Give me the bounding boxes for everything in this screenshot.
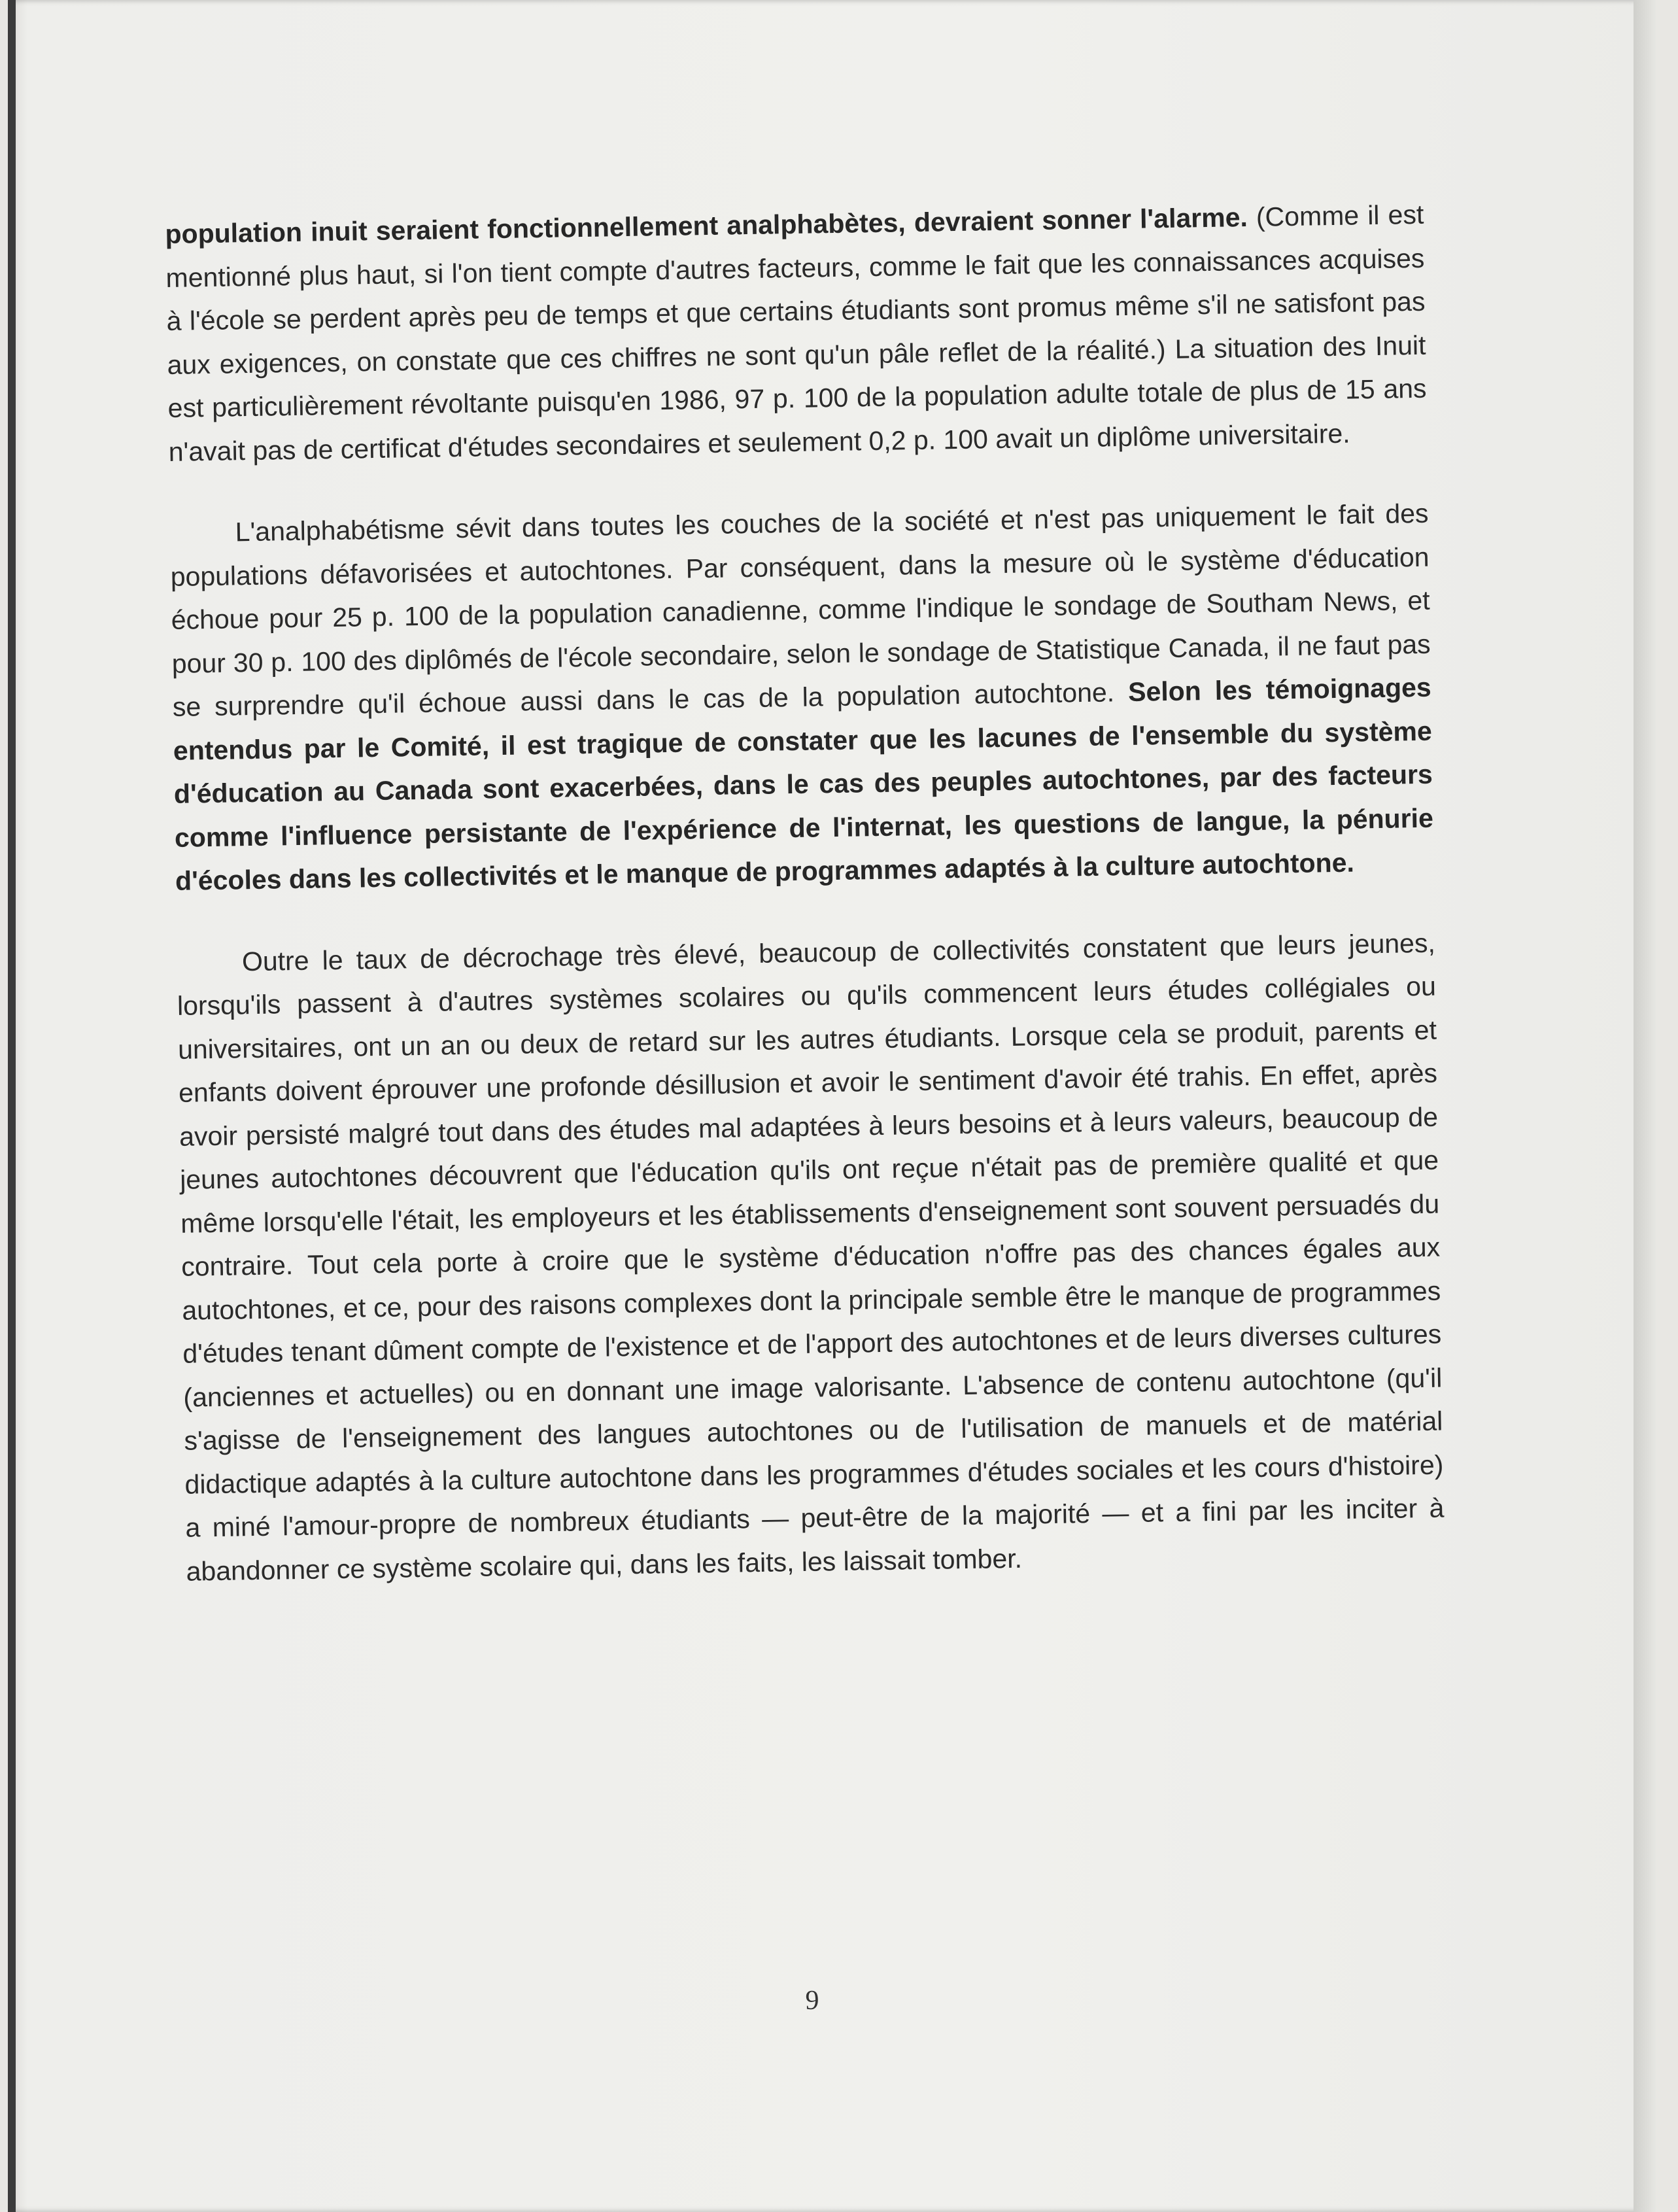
page-number: 9 xyxy=(805,1986,819,2016)
document-page xyxy=(8,0,1656,2212)
paragraph-1 xyxy=(165,193,1428,474)
paragraph-3 xyxy=(176,921,1445,1593)
paragraph-1-text: (Comme il est mentionné plus haut, si l'on tient compte d'autres facteurs, comme le fait que les connaissances acquises à l'école se perdent après peu de temps et que certains étudiants sont promus même s'il ne satisfont pas aux exigences, on constate que ces chiffres ne sont qu'un pâle reflet de la réalité.) La situation des Inuit est particulièrement révoltante puisqu'en 1986, 97 p. 100 de la population adulte totale de plus de 15 ans n'avait pas de certificat d'études secondaires et seulement 0,2 p. 100 avait un diplôme universitaire. xyxy=(165,199,1427,467)
paragraph-1-bold-lead: population inuit seraient fonctionnellement analphabètes, devraient sonner l'alarme. xyxy=(165,201,1248,249)
scan-right-edge xyxy=(1634,0,1656,2212)
paragraph-2-bold-tail: Selon les témoignages entendus par le Comité, il est tragique de constater que les lacunes de l'ensemble du système d'éducation au Canada sont exacerbées, dans le cas des peuples autochtones, par des facteurs comme l'influence persistante de l'expérience de l'internat, les questions de langue, la pénurie d'écoles dans les collectivités et le manque de programmes adaptés à la culture autochtone. xyxy=(173,672,1434,896)
paragraph-2-text: L'analphabétisme sévit dans toutes les couches de la société et n'est pas uniquement le fait des populations défavorisées et autochtones. Par conséquent, dans la mesure où le système d'éducation échoue pour 25 p. 100 de la population canadienne, comme l'indique le sondage de Southam News, et pour 30 p. 100 des diplômés de l'école secondaire, selon le sondage de Statistique Canada, il ne faut pas se surprendre qu'il échoue aussi dans le cas de la population autochtone. xyxy=(170,498,1431,722)
scan-left-edge xyxy=(8,0,16,2212)
body-text xyxy=(165,193,1445,1593)
paragraph-2 xyxy=(169,492,1434,903)
paragraph-3-text: Outre le taux de décrochage très élevé, beaucoup de collectivités constatent que leurs jeunes, lorsqu'ils passent à d'autres systèmes scolaires ou qu'ils commencent leurs études collégiales ou universitaires, ont un an ou deux de retard sur les autres étudiants. Lorsque cela se produit, parents et enfants doivent éprouver une profonde désillusion et avoir le sentiment d'avoir été trahis. En effet, après avoir persisté malgré tout dans des études mal adaptées à leurs besoins et à leurs valeurs, beaucoup de jeunes autochtones découvrent que l'éducation qu'ils ont reçue n'était pas de première qualité et que même lorsqu'elle l'était, les employeurs et les établissements d'enseignement sont souvent persuadés du contraire. Tout cela porte à croire que le système d'éducation n'offre pas des chances égales aux autochtones, et ce, pour des raisons complexes dont la principale semble être le manque de programmes d'études tenant dûment compte de l'existence et de l'apport des autochtones et de leurs diverses cultures (anciennes et actuelles) ou en donnant une image valorisante. L'absence de contenu autochtone (qu'il s'agisse de l'enseignement des langues autochtones ou de l'utilisation de manuels et de matérial didactique adaptés à la culture autochtone dans les programmes d'études sociales et les cours d'histoire) a miné l'amour-propre de nombreux étudiants — peut-être de la majorité — et a fini par les inciter à abandonner ce système scolaire qui, dans les faits, les laissait tomber. xyxy=(177,927,1445,1587)
